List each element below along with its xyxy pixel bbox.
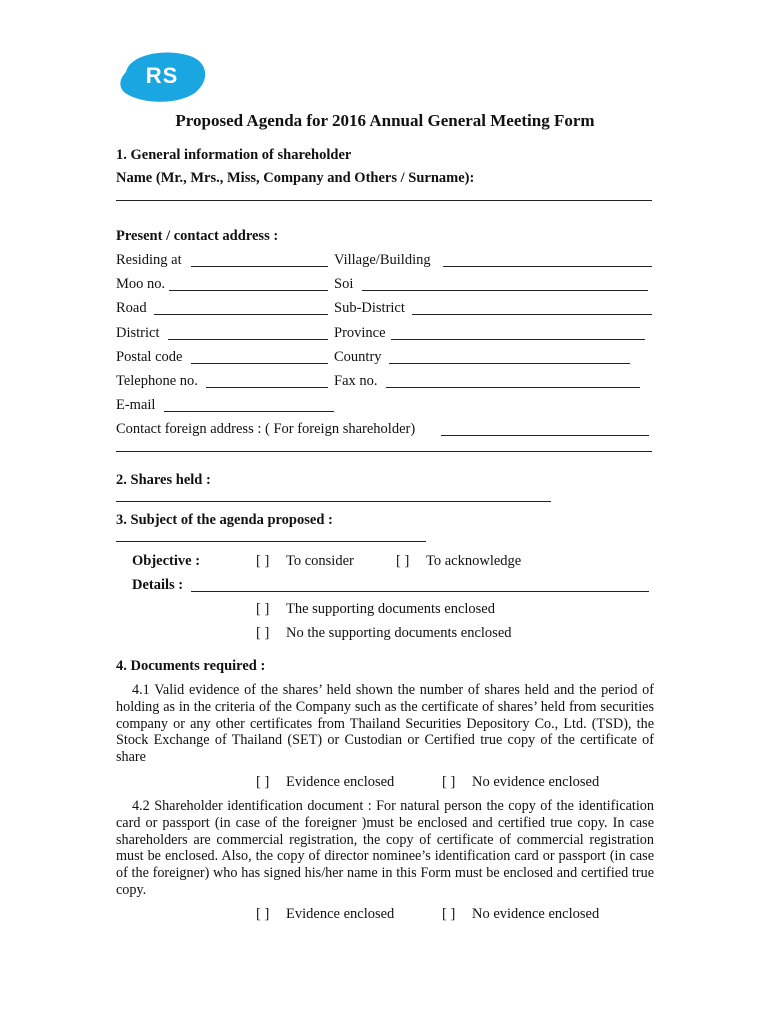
no-docs-label: No the supporting documents enclosed (286, 625, 512, 641)
residing-field-line[interactable] (191, 266, 328, 267)
paragraph-4-2 (116, 798, 654, 899)
road-label: Road (116, 300, 147, 316)
section1-heading: 1. General information of shareholder (116, 147, 352, 163)
page-title: Proposed Agenda for 2016 Annual General Meeting Form (175, 111, 595, 130)
moo-label: Moo no. (116, 276, 166, 292)
name-label: Name (Mr., Mrs., Miss, Company and Others / Surname): (116, 170, 475, 186)
rs-logo (116, 50, 208, 102)
address-heading: Present / contact address : (116, 228, 279, 244)
residing-label: Residing at (116, 252, 182, 268)
telephone-field-line[interactable] (206, 387, 328, 388)
telephone-label: Telephone no. (116, 373, 198, 389)
fax-label: Fax no. (334, 373, 378, 389)
consider-label: To consider (286, 553, 354, 569)
postal-field-line[interactable] (191, 363, 328, 364)
checkbox-no-evidence-4-2[interactable]: [ ] (442, 906, 456, 922)
province-field-line[interactable] (391, 339, 645, 340)
email-label: E-mail (116, 397, 156, 413)
name-field-line[interactable] (116, 200, 652, 201)
logo-text: RS (145, 63, 179, 88)
subdistrict-label: Sub-District (334, 300, 405, 316)
acknowledge-label: To acknowledge (426, 553, 522, 569)
checkbox-evidence-4-2[interactable]: [ ] (256, 906, 270, 922)
checkbox-no-evidence-4-1[interactable]: [ ] (442, 774, 456, 790)
shares-held-field-line[interactable] (116, 501, 551, 502)
agenda-subject-field-line[interactable] (116, 541, 426, 542)
country-field-line[interactable] (389, 363, 630, 364)
fax-field-line[interactable] (386, 387, 640, 388)
details-field-line[interactable] (191, 591, 649, 592)
checkbox-acknowledge[interactable]: [ ] (396, 553, 410, 569)
section3-heading: 3. Subject of the agenda proposed : (116, 512, 333, 528)
checkbox-evidence-4-1[interactable]: [ ] (256, 774, 270, 790)
paragraph-4-1 (116, 682, 654, 766)
no-evidence-4-2-label: No evidence enclosed (472, 906, 600, 922)
foreign-address-field-line-2[interactable] (116, 451, 652, 452)
paragraph-4-2-text: 4.2 Shareholder identification document : For natural person the copy of the identification card or passport (in case of the foreigner )must be enclosed and certified true copy. In case shareholders are commercial registration, the copy of certificate of commercial registration must be enclosed. Also, the copy of director nominee’s identification card or passport (in case of the foreigner) who has signed his/her name in this Form must be enclosed and certified true copy. (116, 798, 654, 898)
evidence-4-2-label: Evidence enclosed (286, 906, 395, 922)
postal-label: Postal code (116, 349, 183, 365)
checkbox-consider[interactable]: [ ] (256, 553, 270, 569)
district-label: District (116, 325, 160, 341)
country-label: Country (334, 349, 382, 365)
soi-field-line[interactable] (362, 290, 648, 291)
subdistrict-field-line[interactable] (412, 314, 652, 315)
email-field-line[interactable] (164, 411, 334, 412)
checkbox-no-docs[interactable]: [ ] (256, 625, 270, 641)
road-field-line[interactable] (154, 314, 328, 315)
docs-enclosed-label: The supporting documents enclosed (286, 601, 495, 617)
evidence-4-1-label: Evidence enclosed (286, 774, 395, 790)
village-field-line[interactable] (443, 266, 652, 267)
soi-label: Soi (334, 276, 354, 292)
paragraph-4-1-text: 4.1 Valid evidence of the shares’ held shown the number of shares held and the period of holding as in the criteria of the Company such as the certificate of shares’ held from securities company or any other certificates from Thailand Securities Depository Co., Ltd. (TSD), the Stock Exchange of Thailand (SET) or Custodian or Certified true copy of the certificate of share (116, 682, 654, 766)
section2-heading: 2. Shares held : (116, 472, 211, 488)
details-label: Details : (132, 577, 184, 593)
section4-heading: 4. Documents required : (116, 658, 266, 674)
checkbox-docs-enclosed[interactable]: [ ] (256, 601, 270, 617)
moo-field-line[interactable] (169, 290, 328, 291)
village-label: Village/Building (334, 252, 431, 268)
province-label: Province (334, 325, 386, 341)
foreign-address-label: Contact foreign address : ( For foreign shareholder) (116, 421, 416, 437)
foreign-address-field-line[interactable] (441, 435, 649, 436)
objective-label: Objective : (132, 553, 201, 569)
district-field-line[interactable] (168, 339, 328, 340)
no-evidence-4-1-label: No evidence enclosed (472, 774, 600, 790)
